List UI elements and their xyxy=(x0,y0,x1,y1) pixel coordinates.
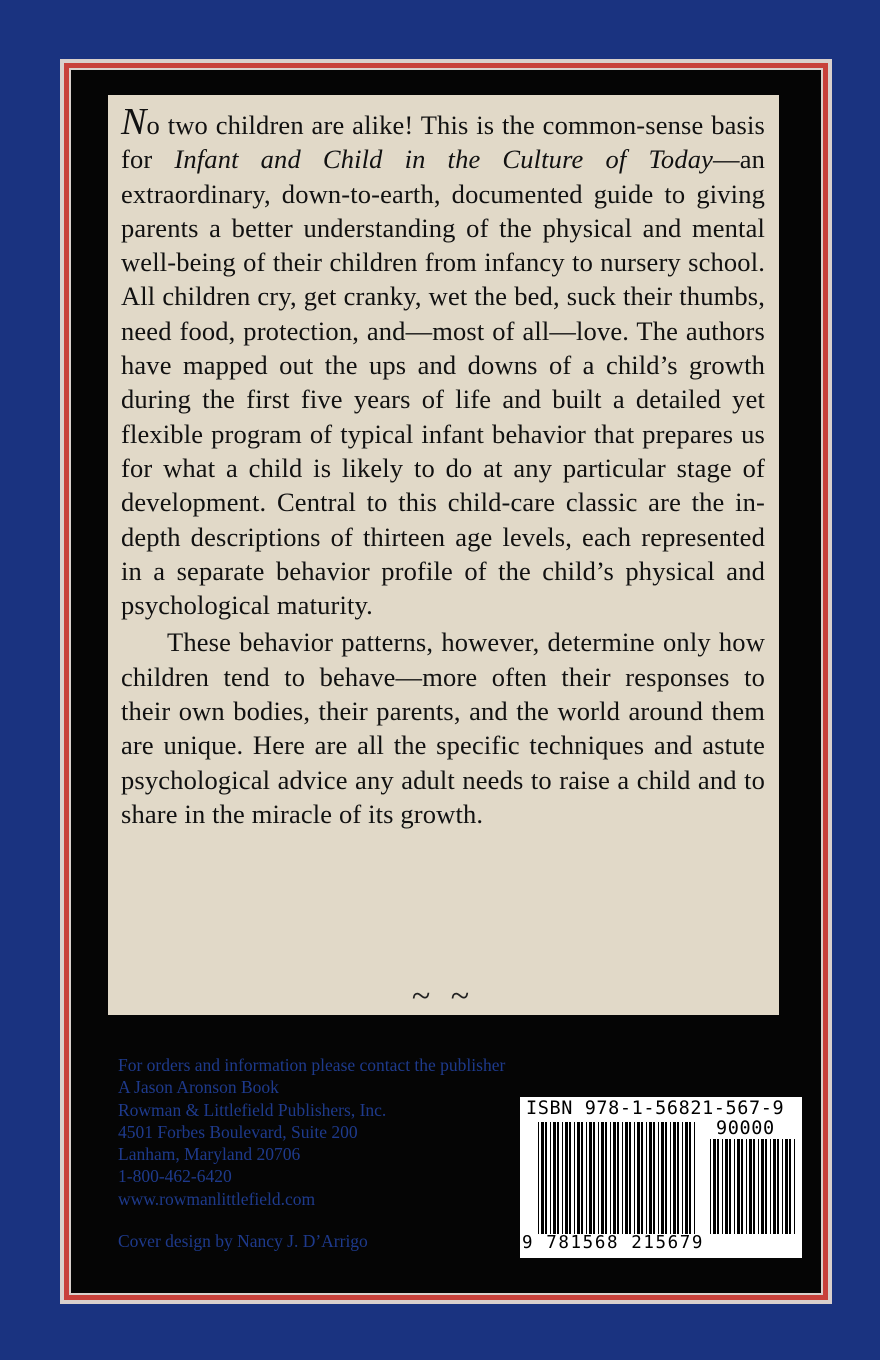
barcode-box xyxy=(520,1097,802,1258)
price-code: 90000 xyxy=(716,1118,775,1139)
publisher-website: www.rowmanlittlefield.com xyxy=(118,1188,316,1209)
publisher-line: 1-800-462-6420 xyxy=(118,1166,232,1187)
publisher-line: A Jason Aronson Book xyxy=(118,1077,279,1098)
publisher-line: Lanham, Maryland 20706 xyxy=(118,1144,301,1165)
isbn-label: ISBN 978-1-56821-567-9 xyxy=(526,1098,785,1119)
blurb-dropcap: N xyxy=(121,101,147,143)
publisher-line: 4501 Forbes Boulevard, Suite 200 xyxy=(118,1121,358,1142)
blurb-paragraph-1 xyxy=(121,101,766,622)
blurb-text-part-2: —an extraordinary, down-to-earth, documented guide to giving parents a better understanding of the physical and mental well-being of their children from infancy to nursery school. All children cry, get cranky, wet the bed, suck their thumbs, need food, protection, and—most of all—love. The authors have mapped out the ups and downs of a child’s growth during the first five years of life and built a detailed yet flexible program of typical infant behavior that prepares us for what a child is likely to do at any particular stage of development. Central to this child-care classic are the in-depth descriptions of thirteen age levels, each represented in a separate behavior profile of the child’s physical and psychological maturity. xyxy=(121,144,766,621)
tilde-ornament: ~ ~ xyxy=(411,978,476,1015)
publisher-line: Rowman & Littlefield Publishers, Inc. xyxy=(118,1099,387,1120)
publisher-info xyxy=(118,1054,505,1210)
blurb-text-part-1: o two children are alike! This is the common-sense basis for xyxy=(121,110,765,175)
cover-design-credit: Cover design by Nancy J. D’Arrigo xyxy=(118,1231,368,1251)
blurb-paragraph-2: These behavior patterns, however, determine only how children tend to behave—more often their responses to their own bodies, their parents, and the world around them are unique. Here are all the specific techniques and astute psychological advice any adult needs to raise a child and to share in the miracle of its growth. xyxy=(121,627,765,829)
ean-digits: 9 781568 215679 xyxy=(522,1233,705,1253)
publisher-line: For orders and information please contact the publisher xyxy=(118,1055,506,1075)
blurb-box xyxy=(108,95,779,1015)
book-title-italic: Infant and Child in the Culture of Today xyxy=(174,144,714,175)
